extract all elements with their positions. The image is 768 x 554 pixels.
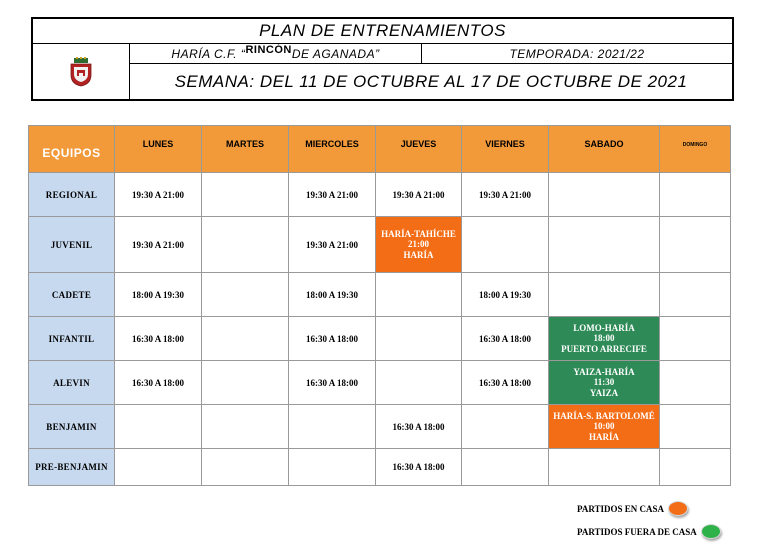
- training-cell-viernes: 16:30 A 18:00: [462, 317, 549, 361]
- match-line: PUERTO ARRECIFE: [561, 343, 647, 354]
- training-cell-miercoles: 16:30 A 18:00: [289, 317, 376, 361]
- match-line: 11:30: [593, 377, 615, 388]
- training-cell-jueves: [376, 273, 462, 317]
- club-crest-svg: [68, 57, 94, 87]
- training-cell-miercoles: [289, 449, 376, 486]
- col-header-jueves: JUEVES: [376, 126, 462, 173]
- training-cell-jueves: [376, 317, 462, 361]
- away-match-cell: [549, 317, 660, 361]
- training-cell-domingo: [660, 217, 731, 273]
- team-cell: PRE-BENJAMIN: [29, 449, 115, 486]
- training-cell-viernes: [462, 405, 549, 449]
- training-cell-domingo: [660, 173, 731, 217]
- match-line: YAIZA: [589, 387, 619, 398]
- training-cell-miercoles: 19:30 A 21:00: [289, 217, 376, 273]
- team-cell: BENJAMIN: [29, 405, 115, 449]
- week-label: SEMANA: DEL 11 DE OCTUBRE AL 17 DE OCTUBRE DE 2021: [174, 71, 688, 91]
- col-header-domingo: DOMINGO: [660, 126, 731, 173]
- training-cell-domingo: [660, 449, 731, 486]
- home-match-dot-icon: [668, 501, 688, 516]
- team-cell: REGIONAL: [29, 173, 115, 217]
- col-header-martes: MARTES: [202, 126, 289, 173]
- col-header-sabado: SABADO: [549, 126, 660, 173]
- table-row: [29, 449, 731, 486]
- training-cell-jueves: 16:30 A 18:00: [376, 405, 462, 449]
- team-cell: INFANTIL: [29, 317, 115, 361]
- match-line: HARÍA: [403, 249, 434, 260]
- training-cell-lunes: 16:30 A 18:00: [115, 361, 202, 405]
- training-cell-lunes: 16:30 A 18:00: [115, 317, 202, 361]
- training-cell-domingo: [660, 317, 731, 361]
- col-header-lunes: LUNES: [115, 126, 202, 173]
- training-cell-sabado: [549, 449, 660, 486]
- table-row: [29, 273, 731, 317]
- away-match-dot-icon: [701, 524, 721, 539]
- match-line: 18:00: [593, 333, 615, 344]
- club-name: [130, 44, 422, 64]
- training-cell-lunes: [115, 449, 202, 486]
- header-box: [31, 17, 734, 101]
- training-cell-viernes: [462, 449, 549, 486]
- home-match-cell: [376, 217, 462, 273]
- training-cell-jueves: 16:30 A 18:00: [376, 449, 462, 486]
- club-suffix: DE AGANADA”: [291, 46, 380, 61]
- training-cell-sabado: [549, 173, 660, 217]
- training-cell-sabado: [549, 217, 660, 273]
- table-row: [29, 173, 731, 217]
- table-row: [29, 405, 731, 449]
- table-row: [29, 361, 731, 405]
- training-cell-domingo: [660, 405, 731, 449]
- match-line: HARÍA: [588, 431, 619, 442]
- training-cell-viernes: 19:30 A 21:00: [462, 173, 549, 217]
- training-cell-martes: [202, 405, 289, 449]
- training-cell-jueves: 19:30 A 21:00: [376, 173, 462, 217]
- club-crest-icon: [33, 44, 130, 99]
- training-cell-viernes: 16:30 A 18:00: [462, 361, 549, 405]
- match-line: HARÍA-S. BARTOLOMÉ: [553, 410, 655, 421]
- team-cell: ALEVIN: [29, 361, 115, 405]
- match-line: HARÍA-TAHÍCHE: [381, 228, 456, 239]
- season-label: TEMPORADA: 2021/22: [422, 44, 732, 64]
- match-line: LOMO-HARÍA: [573, 322, 635, 333]
- team-cell: CADETE: [29, 273, 115, 317]
- training-cell-lunes: 19:30 A 21:00: [115, 173, 202, 217]
- home-match-cell: [549, 405, 660, 449]
- match-line: 21:00: [408, 239, 429, 250]
- training-cell-miercoles: 19:30 A 21:00: [289, 173, 376, 217]
- training-cell-martes: [202, 273, 289, 317]
- col-header-equipos: EQUIPOS: [29, 126, 115, 173]
- training-cell-miercoles: 16:30 A 18:00: [289, 361, 376, 405]
- match-line: 10:00: [593, 421, 615, 432]
- training-cell-domingo: [660, 273, 731, 317]
- match-line: YAIZA-HARÍA: [573, 366, 635, 377]
- table-header-row: [29, 126, 731, 173]
- training-cell-miercoles: 18:00 A 19:30: [289, 273, 376, 317]
- club-highlight: RINCÓN: [245, 43, 292, 56]
- legend-home: [577, 501, 688, 516]
- legend-away: [577, 524, 721, 539]
- legend-away-label: PARTIDOS FUERA DE CASA: [577, 526, 697, 537]
- col-header-miercoles: MIERCOLES: [289, 126, 376, 173]
- away-match-cell: [549, 361, 660, 405]
- training-cell-viernes: [462, 217, 549, 273]
- table-row: [29, 217, 731, 273]
- training-cell-martes: [202, 217, 289, 273]
- club-prefix: HARÍA C.F. “: [171, 46, 246, 61]
- legend-home-label: PARTIDOS EN CASA: [577, 503, 665, 514]
- training-cell-domingo: [660, 361, 731, 405]
- training-cell-lunes: 18:00 A 19:30: [115, 273, 202, 317]
- training-cell-martes: [202, 317, 289, 361]
- training-schedule-table: [28, 125, 731, 486]
- col-header-viernes: VIERNES: [462, 126, 549, 173]
- table-row: [29, 317, 731, 361]
- training-cell-sabado: [549, 273, 660, 317]
- page-title: PLAN DE ENTRENAMIENTOS: [33, 19, 732, 44]
- training-cell-jueves: [376, 361, 462, 405]
- team-cell: JUVENIL: [29, 217, 115, 273]
- training-cell-lunes: [115, 405, 202, 449]
- training-cell-lunes: 19:30 A 21:00: [115, 217, 202, 273]
- training-cell-miercoles: [289, 405, 376, 449]
- training-cell-martes: [202, 361, 289, 405]
- training-cell-viernes: 18:00 A 19:30: [462, 273, 549, 317]
- table-body: [29, 173, 731, 486]
- training-cell-martes: [202, 449, 289, 486]
- training-cell-martes: [202, 173, 289, 217]
